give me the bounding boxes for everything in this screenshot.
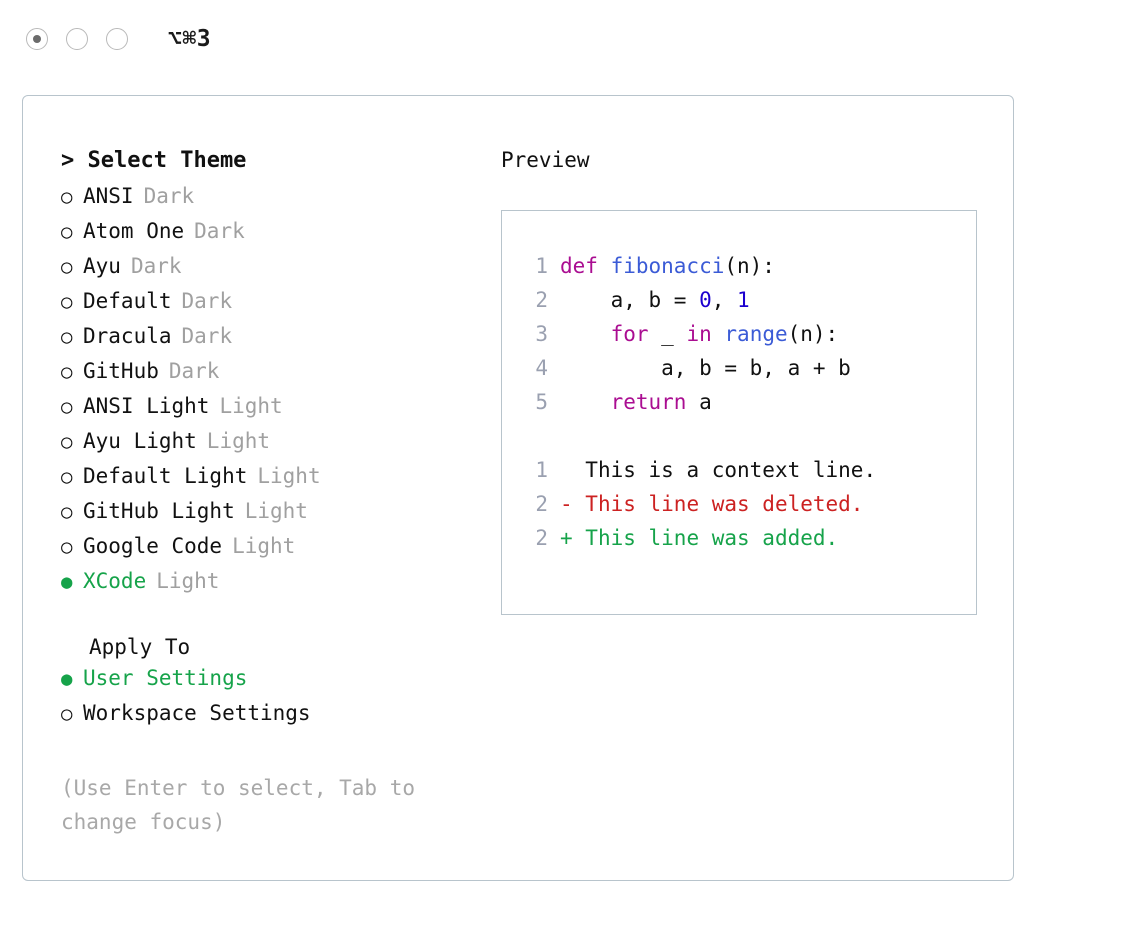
code-token — [560, 390, 611, 414]
line-number: 2 — [535, 492, 548, 516]
theme-option-variant: Light — [244, 499, 308, 523]
theme-option-label: Dracula — [83, 324, 172, 348]
code-token — [560, 322, 611, 346]
theme-option[interactable] — [61, 284, 491, 319]
apply-to-option-label: Workspace Settings — [83, 701, 311, 725]
theme-option-variant: Dark — [130, 254, 182, 278]
radio-unselected-icon: ○ — [61, 536, 73, 558]
window-close-dot[interactable] — [26, 28, 48, 50]
theme-option-variant: Light — [156, 569, 220, 593]
window-maximize-dot[interactable] — [106, 28, 128, 50]
code-token: range — [724, 322, 788, 346]
radio-selected-icon: ● — [61, 668, 73, 690]
radio-unselected-icon: ○ — [61, 186, 73, 208]
apply-to-option-list — [61, 661, 491, 731]
theme-option[interactable] — [61, 459, 491, 494]
theme-option-label: GitHub — [83, 359, 159, 383]
apply-to-option[interactable] — [61, 661, 491, 696]
diff-sign: - — [560, 492, 573, 516]
code-token: def — [560, 254, 611, 278]
code-line — [522, 385, 976, 419]
theme-option-variant: Dark — [194, 219, 245, 243]
diff-text: This line was deleted. — [572, 492, 864, 516]
select-theme-heading: > Select Theme — [61, 148, 247, 173]
code-token: 1 — [737, 288, 750, 312]
theme-option[interactable] — [61, 319, 491, 354]
theme-option-variant: Dark — [181, 289, 233, 313]
radio-unselected-icon: ○ — [61, 221, 73, 243]
diff-line — [522, 453, 976, 487]
code-preview — [522, 249, 976, 419]
code-token: return — [610, 390, 687, 414]
theme-option-label: Default Light — [83, 464, 248, 488]
theme-option-label: Ayu Light — [83, 429, 197, 453]
theme-option[interactable] — [61, 214, 491, 249]
radio-unselected-icon: ○ — [61, 291, 73, 313]
theme-option-label: Atom One — [83, 219, 185, 243]
theme-option[interactable] — [61, 564, 491, 599]
diff-sign — [560, 458, 573, 482]
theme-option-label: ANSI Light — [83, 394, 210, 418]
line-number: 3 — [535, 322, 548, 346]
radio-unselected-icon: ○ — [61, 326, 73, 348]
code-token: _ — [648, 322, 687, 346]
theme-option[interactable] — [61, 424, 491, 459]
theme-option-label: GitHub Light — [83, 499, 235, 523]
theme-option-label: Default — [83, 289, 172, 313]
line-number: 1 — [535, 254, 548, 278]
radio-unselected-icon: ○ — [61, 361, 73, 383]
line-number: 4 — [535, 356, 548, 380]
code-token: a, b = — [560, 288, 700, 312]
line-number: 2 — [535, 288, 548, 312]
theme-option-variant: Dark — [181, 324, 233, 348]
preview-heading: Preview — [501, 148, 590, 172]
code-line — [522, 283, 976, 317]
diff-line — [522, 521, 976, 555]
line-number: 2 — [535, 526, 548, 550]
preview-column — [501, 148, 991, 615]
apply-to-option-label: User Settings — [83, 666, 248, 690]
line-number: 5 — [535, 390, 548, 414]
radio-unselected-icon: ○ — [61, 431, 73, 453]
code-token: for — [610, 322, 649, 346]
diff-line — [522, 487, 976, 521]
theme-option-list — [61, 179, 491, 599]
theme-option-label: Google Code — [83, 534, 223, 558]
theme-option-variant: Light — [232, 534, 296, 558]
theme-option[interactable] — [61, 179, 491, 214]
radio-unselected-icon: ○ — [61, 501, 73, 523]
code-token: 0 — [699, 288, 712, 312]
code-token: a, b = b, a + b — [560, 356, 851, 380]
theme-option[interactable] — [61, 249, 491, 284]
theme-option-variant: Light — [219, 394, 283, 418]
line-number: 1 — [535, 458, 548, 482]
code-token: (n): — [724, 254, 775, 278]
theme-picker-panel — [22, 95, 1014, 881]
theme-option-label: Ayu — [83, 254, 121, 278]
code-line — [522, 249, 976, 283]
code-token: , — [711, 288, 738, 312]
code-token: in — [686, 322, 712, 346]
radio-unselected-icon: ○ — [61, 396, 73, 418]
preview-box — [501, 210, 977, 615]
theme-option-label: XCode — [83, 569, 147, 593]
code-line — [522, 317, 976, 351]
window-minimize-dot[interactable] — [66, 28, 88, 50]
theme-selection-column — [61, 148, 491, 839]
radio-unselected-icon: ○ — [61, 256, 73, 278]
apply-to-heading: Apply To — [89, 635, 191, 659]
theme-option-label: ANSI — [83, 184, 134, 208]
radio-unselected-icon: ○ — [61, 466, 73, 488]
diff-text: This line was added. — [572, 526, 839, 550]
theme-option-variant: Light — [257, 464, 321, 488]
radio-selected-icon: ● — [61, 571, 73, 593]
diff-text: This is a context line. — [572, 458, 877, 482]
radio-unselected-icon: ○ — [61, 703, 73, 725]
theme-option-variant: Dark — [143, 184, 195, 208]
theme-option[interactable] — [61, 354, 491, 389]
code-token — [712, 322, 725, 346]
theme-option-variant: Light — [206, 429, 271, 453]
diff-preview — [522, 453, 976, 555]
theme-option[interactable] — [61, 389, 491, 424]
code-token: fibonacci — [610, 254, 725, 278]
apply-to-option[interactable] — [61, 696, 491, 731]
keyboard-hint-text: (Use Enter to select, Tab to change focus) — [61, 776, 428, 834]
keyboard-shortcut-label: ⌥⌘3 — [168, 26, 212, 52]
code-token: (n): — [787, 322, 839, 346]
theme-option[interactable] — [61, 529, 491, 564]
theme-option[interactable] — [61, 494, 491, 529]
title-bar — [0, 0, 1140, 78]
theme-option-variant: Dark — [168, 359, 220, 383]
code-token: a — [686, 390, 712, 414]
code-line — [522, 351, 976, 385]
diff-sign: + — [560, 526, 573, 550]
preview-spacer — [522, 419, 976, 453]
